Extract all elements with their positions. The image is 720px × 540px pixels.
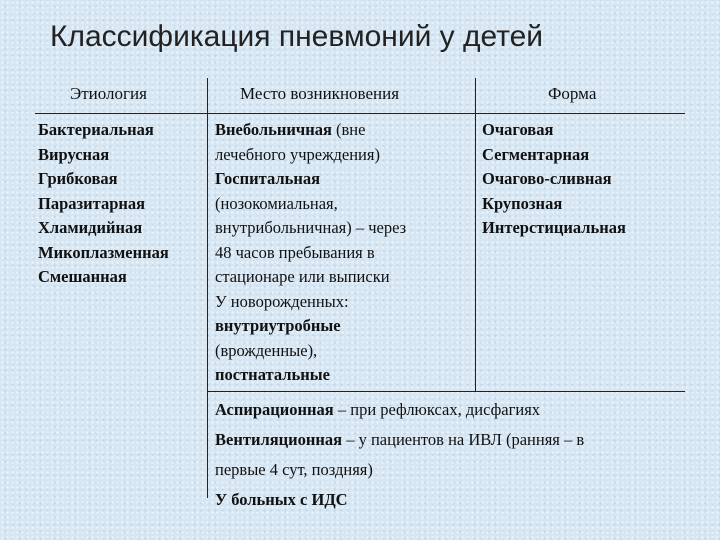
etiology-item: Смешанная (38, 267, 127, 286)
notes-divider (207, 391, 685, 392)
hospital-desc-line: внутрибольничная) – через (215, 218, 407, 237)
form-list (482, 118, 626, 241)
form-item: Очагово-сливная (482, 169, 612, 188)
form-item: Сегментарная (482, 144, 590, 164)
community-desc-line: лечебного учреждения) (215, 144, 380, 164)
etiology-item: Бактериальная (38, 120, 154, 139)
ventilation-line (215, 425, 584, 455)
community-desc: (вне (331, 120, 366, 139)
ventilation-desc-line: первые 4 сут, поздняя) (215, 460, 373, 479)
header-divider (35, 113, 685, 114)
form-item: Крупозная (482, 193, 563, 213)
congenital-line: (врожденные), (215, 340, 318, 360)
place-list (215, 118, 406, 388)
form-item: Очаговая (482, 120, 554, 139)
header-etiology: Этиология (70, 84, 147, 103)
hospital-desc-line: (нозокомиальная, (215, 193, 338, 213)
header-form: Форма (548, 84, 597, 103)
newborn-line: У новорожденных: (215, 291, 349, 311)
column-divider-etiology (207, 78, 208, 498)
header-place: Место возникновения (240, 84, 400, 103)
etiology-item: Паразитарная (38, 193, 146, 213)
page-title: Классификация пневмоний у детей (50, 20, 544, 53)
ventilation-desc: – у пациентов на ИВЛ (ранняя – в (342, 430, 585, 449)
community-line (215, 118, 406, 143)
aspiration-desc: – при рефлюксах, дисфагиях (333, 400, 541, 419)
ventilation-term: Вентиляционная (215, 430, 343, 449)
etiology-item: Микоплазменная (38, 242, 169, 262)
community-term: Внебольничная (215, 120, 332, 139)
column-divider-form (475, 78, 476, 391)
etiology-item: Хламидийная (38, 218, 143, 237)
hospital-desc-line: стационаре или выписки (215, 267, 390, 286)
aspiration-line (215, 395, 584, 425)
intrauterine-term: внутриутробные (215, 316, 341, 335)
postnatal-term: постнатальные (215, 365, 330, 384)
etiology-item: Вирусная (38, 144, 110, 164)
etiology-list (38, 118, 169, 290)
notes-block (215, 395, 584, 515)
hospital-term: Госпитальная (215, 169, 321, 188)
form-item: Интерстициальная (482, 218, 626, 237)
ids-term: У больных с ИДС (215, 490, 348, 509)
etiology-item: Грибковая (38, 169, 118, 188)
aspiration-term: Аспирационная (215, 400, 334, 419)
hospital-desc-line: 48 часов пребывания в (215, 242, 375, 262)
